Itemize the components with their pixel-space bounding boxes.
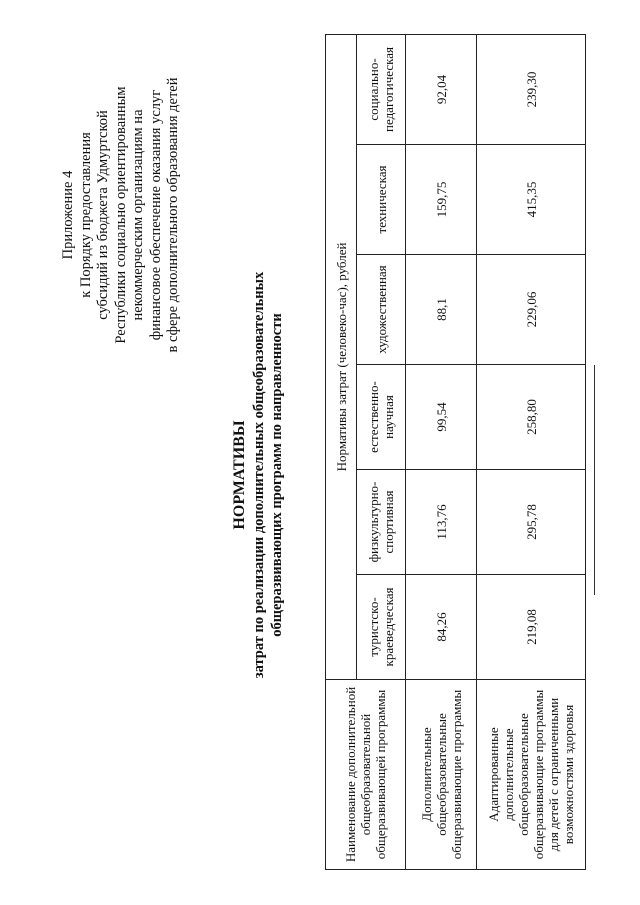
direction-header: социально-педагогическая bbox=[357, 34, 406, 144]
norm-value-cell: 99,54 bbox=[406, 365, 477, 470]
direction-header: естественно-научная bbox=[357, 365, 406, 470]
appendix-line: Республики социально ориентированным bbox=[112, 86, 129, 344]
direction-header: художественная bbox=[357, 255, 406, 365]
norm-value-cell: 113,76 bbox=[406, 470, 477, 575]
appendix-line: финансовое обеспечение оказания услуг bbox=[147, 89, 164, 341]
norm-value-cell: 84,26 bbox=[406, 575, 477, 680]
appendix-line: некоммерческим организациям на bbox=[130, 109, 146, 321]
appendix-line: субсидий из бюджета Удмуртской bbox=[95, 110, 111, 320]
appendix-note bbox=[60, 25, 183, 405]
norms-table bbox=[325, 34, 586, 870]
norm-value-cell: 239,30 bbox=[477, 34, 586, 144]
footer-rule bbox=[594, 365, 595, 595]
document-heading bbox=[230, 195, 286, 755]
norm-value-cell: 295,78 bbox=[477, 470, 586, 575]
appendix-line: Приложение 4 bbox=[60, 170, 76, 260]
norms-group-header: Нормативы затрат (человеко-час), рублей bbox=[326, 34, 357, 679]
heading-title: НОРМАТИВЫ bbox=[231, 420, 248, 530]
heading-subtitle-line2: общеразвивающих программ по направленности bbox=[269, 313, 285, 637]
table-row bbox=[406, 34, 477, 869]
direction-header: физкультурно-спортивная bbox=[357, 470, 406, 575]
norm-value-cell: 219,08 bbox=[477, 575, 586, 680]
norm-value-cell: 229,06 bbox=[477, 255, 586, 365]
norm-value-cell: 415,35 bbox=[477, 145, 586, 255]
heading-subtitle-line1: затрат по реализации дополнительных общеобразовательных bbox=[251, 271, 267, 679]
program-name-cell: Дополнительные общеобразовательные общеразвивающие программы bbox=[406, 680, 477, 870]
norm-value-cell: 88,1 bbox=[406, 255, 477, 365]
direction-header: туристско-краеведческая bbox=[357, 575, 406, 680]
table-row bbox=[477, 34, 586, 869]
appendix-line: к Порядку предоставления bbox=[77, 132, 94, 298]
norm-value-cell: 159,75 bbox=[406, 145, 477, 255]
norm-value-cell: 258,80 bbox=[477, 365, 586, 470]
program-name-header: Наименование дополнительной общеобразовательной общеразвивающей программы bbox=[326, 680, 406, 870]
program-name-cell: Адаптированные дополнительные общеобразовательные общеразвивающие программы для детей с ограниченными возможностями здоровья bbox=[477, 680, 586, 870]
appendix-line: в сфере дополнительного образования детей bbox=[165, 77, 181, 353]
direction-header: техническая bbox=[357, 145, 406, 255]
norm-value-cell: 92,04 bbox=[406, 34, 477, 144]
